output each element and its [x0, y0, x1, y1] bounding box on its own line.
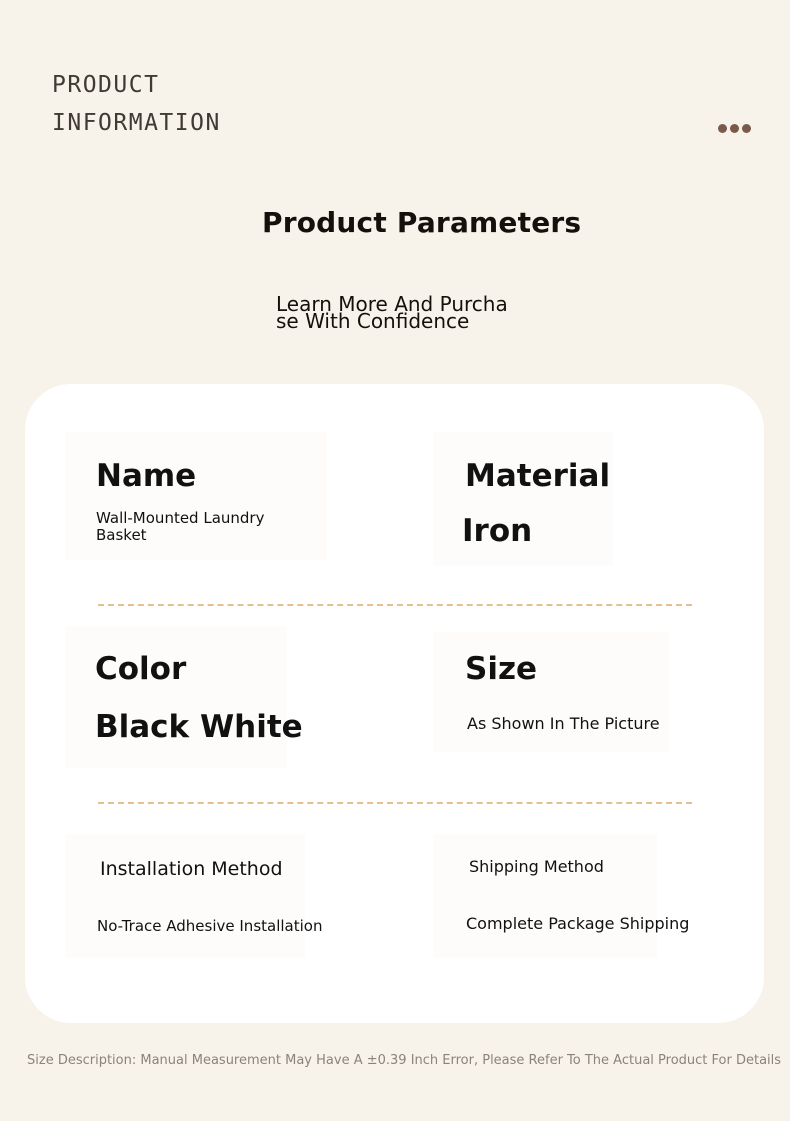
divider-1 — [98, 604, 692, 606]
name-value: Wall-Mounted Laundry Basket — [96, 509, 265, 544]
dot-1 — [718, 124, 727, 133]
dot-3 — [742, 124, 751, 133]
dot-2 — [730, 124, 739, 133]
shipping-label: Shipping Method — [469, 857, 604, 876]
installation-value: No-Trace Adhesive Installation — [97, 917, 323, 935]
color-label: Color — [95, 651, 187, 687]
shipping-block — [433, 834, 657, 958]
size-footnote: Size Description: Manual Measurement May Have A ±0.39 Inch Error, Please Refer To The Actual Product For Details — [27, 1053, 782, 1068]
installation-label: Installation Method — [100, 858, 283, 880]
material-value: Iron — [462, 513, 533, 549]
divider-2 — [98, 802, 692, 804]
color-value: Black White — [95, 709, 303, 745]
section-title-line1: PRODUCT — [52, 72, 160, 98]
page-title: Product Parameters — [262, 206, 582, 239]
material-label: Material — [465, 458, 611, 494]
shipping-value: Complete Package Shipping — [466, 914, 690, 933]
color-block — [65, 626, 287, 768]
size-value: As Shown In The Picture — [467, 714, 660, 733]
installation-block — [65, 834, 305, 958]
page-subtitle: Learn More And Purchase With Confidence — [276, 292, 508, 333]
section-title — [52, 66, 221, 142]
size-block — [433, 632, 669, 752]
name-label: Name — [96, 458, 197, 494]
section-title-line2: INFORMATION — [52, 110, 221, 136]
more-dots-icon[interactable] — [718, 124, 758, 138]
size-label: Size — [465, 651, 538, 687]
